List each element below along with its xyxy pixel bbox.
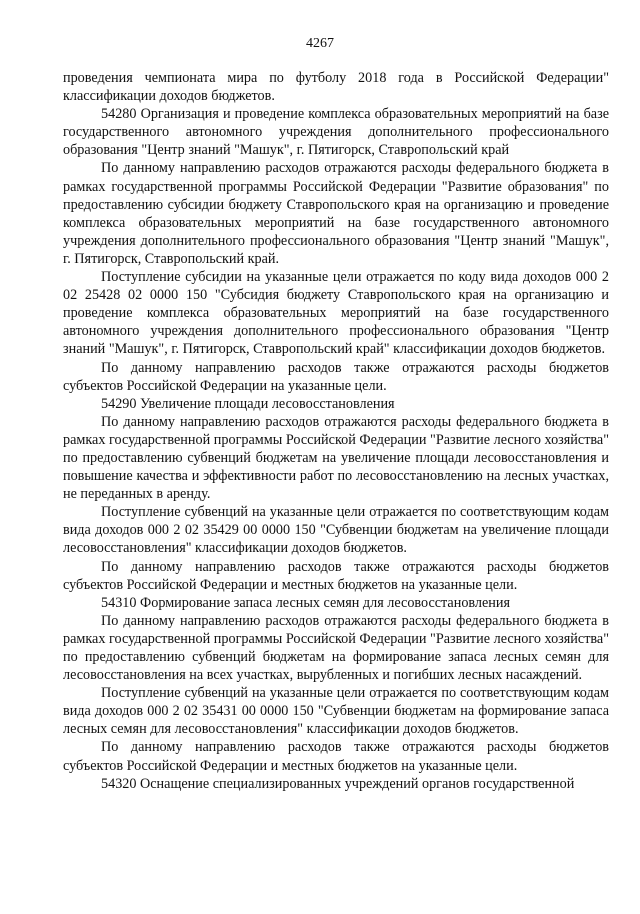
- paragraph-continuation: проведения чемпионата мира по футболу 2018 года в Российской Федерации" классификации доходов бюджетов.: [63, 70, 609, 105]
- section-heading-54290: 54290 Увеличение площади лесовосстановления: [101, 395, 395, 412]
- paragraph: По данному направлению расходов отражаются расходы федерального бюджета в рамках государственной программы Российской Федерации "Развитие лесного хозяйства" по предоставлению субвенций бюджетам на формирование запаса лесных семян для лесовосстановления на всех участках, вырубленных и погибших лесных насаждений.: [63, 612, 609, 684]
- paragraph: По данному направлению расходов также отражаются расходы бюджетов субъектов Российской Федерации и местных бюджетов на указанные цели.: [63, 558, 609, 593]
- paragraph: Поступление субсидии на указанные цели отражается по коду вида доходов 000 2 02 25428 02 0000 150 "Субсидия бюджету Ставропольского края на организацию и проведение комплекса образовательных мероприятий на базе государственного автономного учреждения дополнительного профессионального образования "Центр знаний "Машук", г. Пятигорск, Ставропольский край" классификации доходов бюджетов.: [63, 269, 609, 358]
- page-number: 4267: [306, 36, 334, 51]
- paragraph: По данному направлению расходов отражаются расходы федерального бюджета в рамках государственной программы Российской Федерации "Развитие образования" по предоставлению субсидии бюджету Ставропольского края на организацию и проведение комплекса образовательных мероприятий на базе государственного автономного учреждения дополнительного профессионального образования "Центр знаний "Машук", г. Пятигорск, Ставропольский край.: [63, 160, 609, 267]
- section-heading-54280: 54280 Организация и проведение комплекса образовательных мероприятий на базе государственного автономного учреждения дополнительного профессионального образования "Центр знаний "Машук", г. Пятигорск, Ставропольский край: [63, 106, 609, 159]
- section-heading-54310: 54310 Формирование запаса лесных семян для лесовосстановления: [101, 594, 511, 611]
- document-body: [63, 69, 609, 793]
- paragraph: Поступление субвенций на указанные цели отражается по соответствующим кодам вида доходов 000 2 02 35431 00 0000 150 "Субвенции бюджетам на формирование запаса лесных семян для лесовосстановления" классификации доходов бюджетов.: [63, 685, 609, 738]
- paragraph: По данному направлению расходов отражаются расходы федерального бюджета в рамках государственной программы Российской Федерации "Развитие лесного хозяйства" по предоставлению субвенций бюджетам на увеличение площади лесовосстановления и повышение качества и эффективности работ по лесовосстановлению на лесных участках, не переданных в аренду.: [63, 413, 609, 503]
- paragraph: Поступление субвенций на указанные цели отражается по соответствующим кодам вида доходов 000 2 02 35429 00 0000 150 "Субвенции бюджетам на увеличение площади лесовосстановления" классификации доходов бюджетов.: [63, 504, 609, 557]
- section-heading-54320: 54320 Оснащение специализированных учреждений органов государственной: [101, 775, 575, 792]
- paragraph: По данному направлению расходов также отражаются расходы бюджетов субъектов Российской Федерации на указанные цели.: [63, 359, 609, 394]
- paragraph: По данному направлению расходов также отражаются расходы бюджетов субъектов Российской Федерации и местных бюджетов на указанные цели.: [63, 739, 609, 774]
